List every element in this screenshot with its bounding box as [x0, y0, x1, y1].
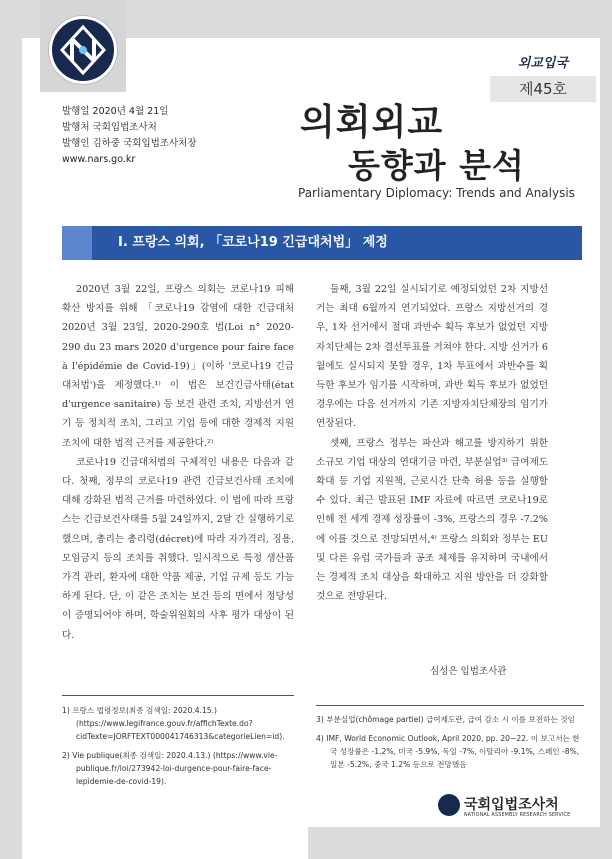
meta-url[interactable]: www.nars.go.kr [62, 154, 136, 165]
meta-line: 발행인 김하중 국회입법조사처장 [62, 138, 197, 149]
nars-emblem-icon [49, 16, 117, 84]
right-frame-band [600, 38, 612, 859]
section-heading-bar [62, 226, 582, 260]
series-tag: 외교입국 [517, 56, 568, 71]
footnote: 1) 프랑스 법령정보(최종 검색일: 2020.4.15.) (https://www.legifrance.gouv.fr/affichTexte.do?cidTexte=JORFTEXT000041746313&categorieLien=id). [62, 706, 285, 741]
nars-logo-icon [438, 794, 460, 816]
section-notch [62, 226, 92, 260]
publisher-english-name: NATIONAL ASSEMBLY RESEARCH SERVICE [464, 813, 571, 818]
publication-meta [62, 104, 197, 168]
author-credit: 심성은 입법조사관 [430, 666, 507, 677]
paragraph: 셋째, 프랑스 정부는 파산과 해고를 방지하기 위한 소규모 기업 대상의 연대기금 마련, 부분실업³⁾ 급여제도 확대 등 기업 지원책, 근로시간 단축 허용 등을 실행할 수 있다. 최근 발표된 IMF 자료에 따르면 코로나19로 인해 전 세계 경제 성장률이 -3%, 프랑스의 경우 -7.2%에 이를 것으로 전망되면서,⁴⁾ 프랑스 의회와 정부는 EU 및 다른 유럽 국가들과 공조 체제를 유지하며 국내에서는 경제적 조치 대상을 확대하고 지원 방안을 더 강화할 것으로 전망된다. [316, 437, 548, 603]
body-column-right [316, 280, 548, 606]
body-column-left [62, 280, 294, 645]
meta-line: 발행일 2020년 4월 21일 [62, 106, 169, 117]
subtitle: Parliamentary Diplomacy: Trends and Analysis [298, 186, 575, 200]
publisher-brand [438, 790, 588, 824]
footnote: 4) IMF, World Economic Outlook, April 2020, pp. 20~22. 이 보고서는 한국 성장률은 -1.2%, 미국 -5.9%, 독일 -7%, 이탈리아 -9.1%, 스페인 -8%, 일본 -5.2%, 중국 1.2% 등으로 전망했음 [316, 734, 580, 769]
meta-line: 발행처 국회입법조사처 [62, 122, 157, 133]
footnote-rule-right [316, 705, 584, 706]
section-heading: Ⅰ. 프랑스 의회, 「코로나19 긴급대처법」 제정 [118, 235, 388, 250]
footnotes-left [62, 704, 294, 794]
paragraph: 코로나19 긴급대처법의 구체적인 내용은 다음과 같다. 첫째, 정부의 코로나19 관련 긴급보건사태 조치에 대해 강화된 법적 근거를 마련하였다. 이 법에 따라 프랑스는 긴급보건사태를 5월 24일까지, 2달 간 실행하기로 했으며, 총리는 총리령(décret)에 따라 자가격리, 징용, 모임금지 등의 조치를 취했다. 일시적으로 특정 생산품 가격 관리, 환자에 대한 약품 제공, 기업 규제 등도 가능하게 된다. 단, 이 같은 조치는 보건 등의 면에서 정당성이 증명되어야 하며, 학술위원회의 사후 평가 대상이 된다. [62, 456, 294, 641]
publisher-name: 국회입법조사처 [464, 797, 559, 813]
title-line-2: 동향과 분석 [348, 146, 525, 185]
footnotes-right [316, 713, 584, 777]
issue-number: 제45호 [490, 76, 596, 102]
paragraph: 둘째, 3월 22일 실시되기로 예정되었던 2차 지방선거는 최대 6월까지 연기되었다. 프랑스 지방선거의 경우, 1차 선거에서 절대 과반수 획득 후보가 없었던 지방자치단체는 2차 결선투표를 거쳐야 한다. 지방 선거가 6월에도 실시되지 못할 경우, 1차 투표에서 과반수를 획득한 후보가 임기를 시작하며, 과반 획득 후보가 없었던 경우에는 다음 선거까지 기존 지방자치단체장의 임기가 연장된다. [316, 284, 548, 430]
footnote: 2) Vie publique(최종 검색일: 2020.4.13.) (https://www.vie-publique.fr/loi/273942-loi-durgence-pour-faire-face-lepidemie-de-covid-19). [62, 751, 278, 786]
bottom-frame-band [308, 827, 612, 859]
footnote: 3) 부분실업(chômage partiel) 급여제도란, 급여 감소 시 이를 보전하는 것임 [316, 715, 575, 724]
paragraph: 2020년 3월 22일, 프랑스 의회는 코로나19 피해 확산 방지를 위해 「코로나19 감염에 대한 긴급대처 2020년 3월 23일, 2020-290호 법(Loi n° 2020-290 du 23 mars 2020 d'urgence pour faire face à l'épidémie de Covid-19)」(이하 '코로나19 긴급대처법')을 제정했다.¹⁾ 이 법은 보건긴급사태(état d'urgence sanitaire) 등 보건 관련 조치, 지방선거 연기 등 정치적 조치, 그리고 기업 등에 대한 경제적 지원 조치에 대한 법적 근거를 제공한다.²⁾ [62, 284, 294, 449]
footnote-rule-left [62, 695, 294, 696]
left-frame-band [0, 38, 22, 859]
title-line-1: 의회외교 [300, 102, 444, 143]
